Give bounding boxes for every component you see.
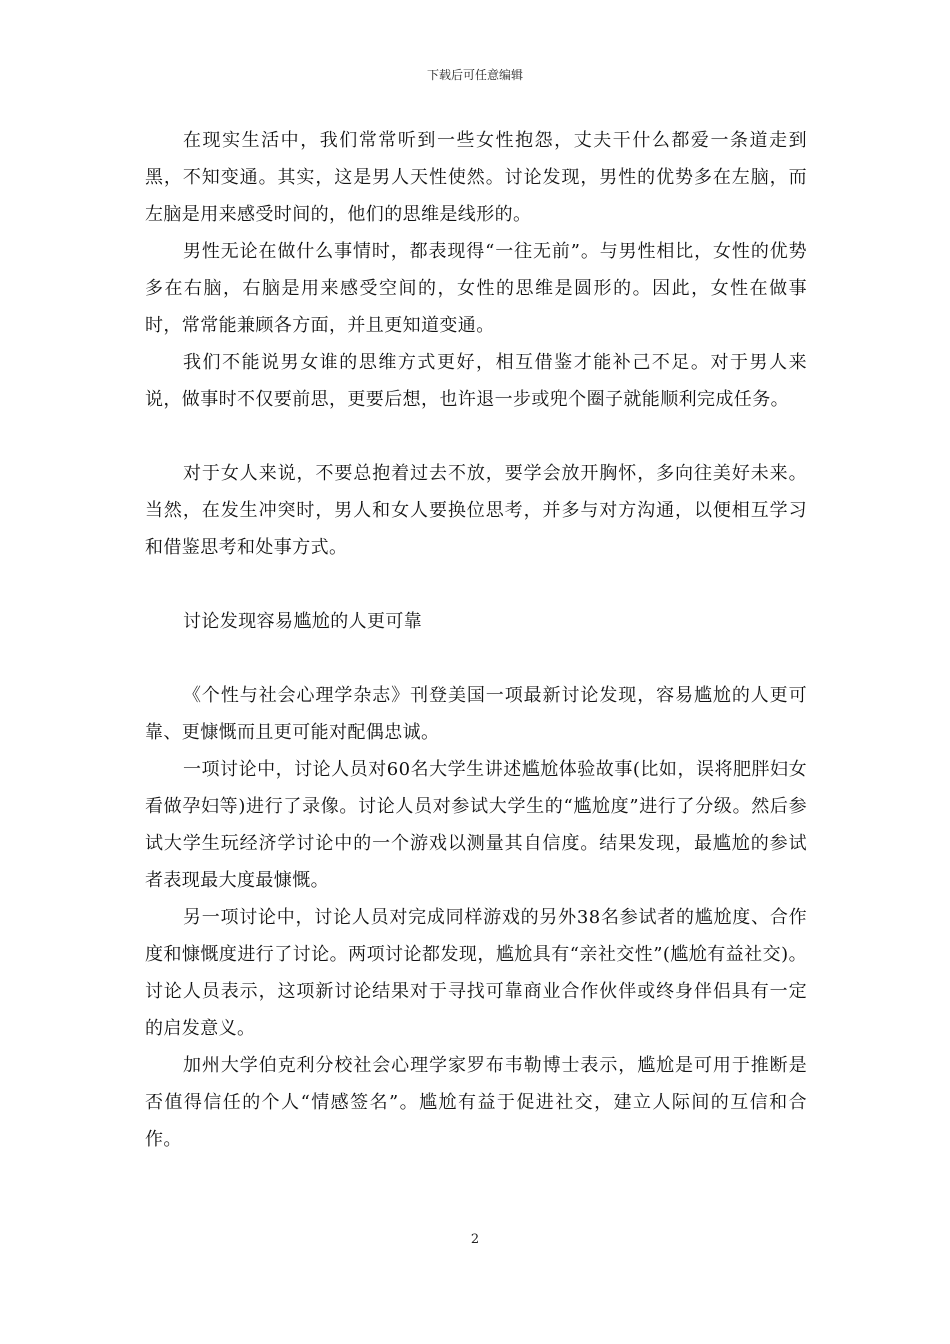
paragraph-2: 男性无论在做什么事情时，都表现得“一往无前”。与男性相比，女性的优势多在右脑，右脑是用来感受空间的，女性的思维是圆形的。因此，女性在做事时，常常能兼顾各方面，并且更知道变通。	[145, 241, 807, 336]
page-header: 下载后可任意编辑	[426, 68, 523, 82]
paragraph-5: 《个性与社会心理学杂志》刊登美国一项最新讨论发现，容易尴尬的人更可靠、更慷慨而且更可能对配偶忠诚。	[145, 685, 807, 743]
paragraph-gap	[145, 418, 807, 455]
paragraph-7: 另一项讨论中，讨论人员对完成同样游戏的另外38名参试者的尴尬度、合作度和慷慨度进行了讨论。两项讨论都发现，尴尬具有“亲社交性”(尴尬有益社交)。讨论人员表示，这项新讨论结果对于寻找可靠商业合作伙伴或终身伴侣具有一定的启发意义。	[145, 907, 807, 1039]
page-number: 2	[470, 1232, 480, 1247]
document-body	[145, 122, 807, 1158]
paragraph-gap	[145, 566, 807, 603]
paragraph-gap	[145, 640, 807, 677]
paragraph-8: 加州大学伯克利分校社会心理学家罗布韦勒博士表示，尴尬是可用于推断是否值得信任的个人“情感签名”。尴尬有益于促进社交，建立人际间的互信和合作。	[145, 1055, 807, 1150]
paragraph-3: 我们不能说男女谁的思维方式更好，相互借鉴才能补己不足。对于男人来说，做事时不仅要前思，更要后想，也许退一步或兜个圈子就能顺利完成任务。	[145, 352, 807, 410]
paragraph-1: 在现实生活中，我们常常听到一些女性抱怨，丈夫干什么都爱一条道走到黑，不知变通。其实，这是男人天性使然。讨论发现，男性的优势多在左脑，而左脑是用来感受时间的，他们的思维是线形的。	[145, 130, 807, 225]
section-heading: 讨论发现容易尴尬的人更可靠	[183, 611, 423, 632]
paragraph-6: 一项讨论中，讨论人员对60名大学生讲述尴尬体验故事(比如，误将肥胖妇女看做孕妇等)进行了录像。讨论人员对参试大学生的“尴尬度”进行了分级。然后参试大学生玩经济学讨论中的一个游戏以测量其自信度。结果发现，最尴尬的参试者表现最大度最慷慨。	[145, 759, 807, 891]
paragraph-4: 对于女人来说，不要总抱着过去不放，要学会放开胸怀，多向往美好未来。当然，在发生冲突时，男人和女人要换位思考，并多与对方沟通，以便相互学习和借鉴思考和处事方式。	[145, 463, 807, 558]
